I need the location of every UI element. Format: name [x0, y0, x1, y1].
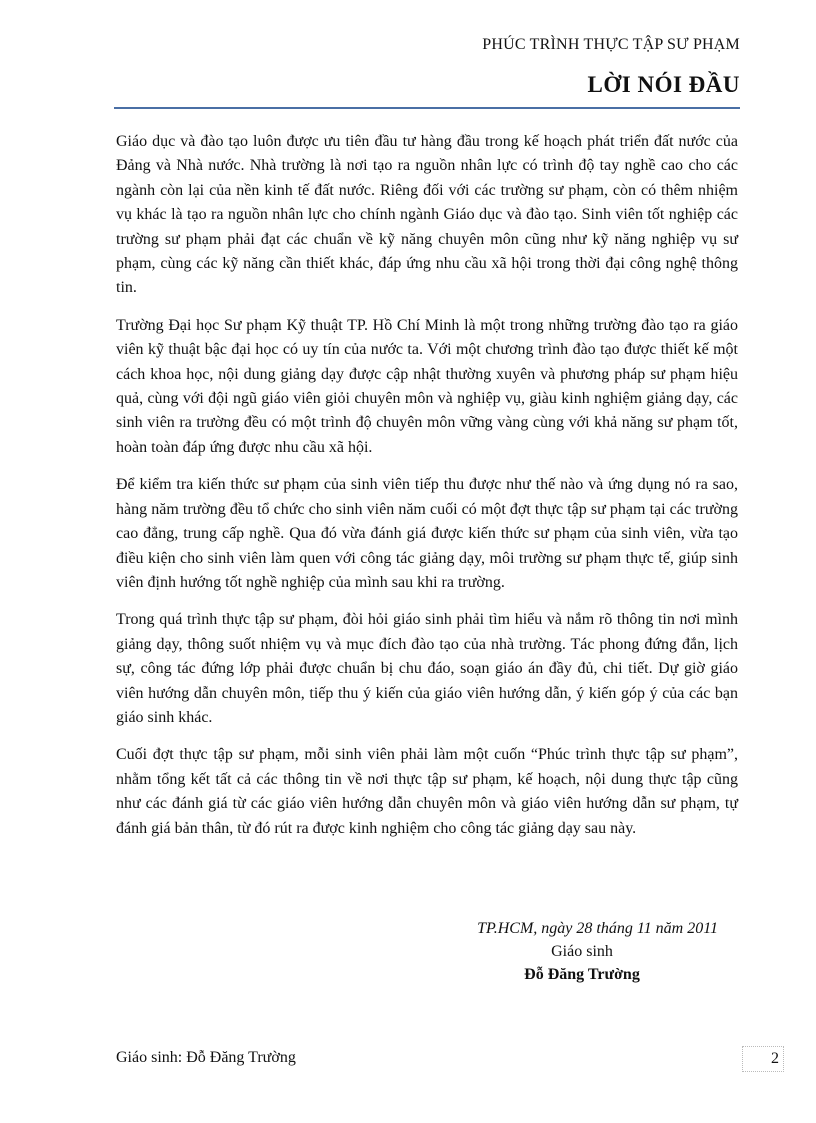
document-body [116, 130, 738, 854]
paragraph-1: Giáo dục và đào tạo luôn được ưu tiên đầu tư hàng đầu trong kế hoạch phát triển đất nước của Đảng và Nhà nước. Nhà trường là nơi tạo ra nguồn nhân lực có trình độ tay nghề cao cho các ngành còn lại của nền kinh tế đất nước. Riêng đối với các trường sư phạm, còn có thêm nhiệm vụ khác là tạo ra nguồn nhân lực cho chính ngành Giáo dục và đào tạo. Sinh viên tốt nghiệp các trường sư phạm phải đạt các chuẩn về kỹ năng chuyên môn cũng như kỹ năng nghiệp vụ sư phạm, cùng các kỹ năng cần thiết khác, đáp ứng nhu cầu xã hội trong thời đại công nghệ thông tin. [116, 133, 738, 297]
footer-author: Giáo sinh: Đỗ Đăng Trường [116, 1049, 296, 1066]
paragraph-5: Cuối đợt thực tập sư phạm, mỗi sinh viên phải làm một cuốn “Phúc trình thực tập sư phạm”, nhằm tổng kết tất cả các thông tin về nơi thực tập sư phạm, kế hoạch, nội dung thực tập cũng như các đánh giá từ các giáo viên hướng dẫn chuyên môn và giáo viên hướng dẫn sư phạm, tự đánh giá bản thân, từ đó rút ra được kinh nghiệm cho công tác giảng dạy sau này. [116, 746, 738, 837]
signature-role: Giáo sinh [551, 943, 613, 960]
paragraph-2: Trường Đại học Sư phạm Kỹ thuật TP. Hồ Chí Minh là một trong những trường đào tạo ra giáo viên kỹ thuật bậc đại học có uy tín của nước ta. Với một chương trình đào tạo được thiết kế một cách khoa học, nội dung giảng dạy được cập nhật thường xuyên và phương pháp sư phạm hiệu quả, cùng với đội ngũ giáo viên giỏi chuyên môn và nghiệp vụ, giàu kinh nghiệm giảng dạy, các sinh viên ra trường đều có một trình độ chuyên môn vững vàng cùng với khả năng sư phạm tốt, hoàn toàn đáp ứng được nhu cầu xã hội. [116, 316, 738, 456]
signature-block [420, 917, 740, 986]
signature-date: TP.HCM, ngày 28 tháng 11 năm 2011 [477, 920, 718, 937]
paragraph-3: Để kiểm tra kiến thức sư phạm của sinh viên tiếp thu được như thế nào và ứng dụng nó ra sao, hàng năm trường đều tổ chức cho sinh viên năm cuối có một đợt thực tập sư phạm tại các trường cao đẳng, trung cấp nghề. Qua đó vừa đánh giá được kiến thức sư phạm của sinh viên, vừa tạo điều kiện cho sinh viên làm quen với công tác giảng dạy, môi trường sư phạm thực tế, giúp sinh viên định hướng tốt nghề nghiệp của mình sau khi ra trường. [116, 476, 738, 591]
signature-name: Đỗ Đăng Trường [524, 966, 640, 983]
paragraph-4: Trong quá trình thực tập sư phạm, đòi hỏi giáo sinh phải tìm hiểu và nắm rõ thông tin nơi mình giảng dạy, thông suốt nhiệm vụ và mục đích đào tạo của nhà trường. Tác phong đứng đắn, lịch sự, công tác đứng lớp phải được chuẩn bị chu đáo, soạn giáo án đầy đủ, chi tiết. Dự giờ giáo viên hướng dẫn chuyên môn, tiếp thu ý kiến của giáo viên hướng dẫn, ý kiến góp ý của các bạn giáo sinh khác. [116, 611, 738, 726]
running-header: PHÚC TRÌNH THỰC TẬP SƯ PHẠM [482, 36, 740, 53]
title-divider [114, 107, 740, 109]
page-title: LỜI NÓI ĐẦU [587, 72, 740, 97]
footer-page-number: 2 [742, 1046, 784, 1072]
